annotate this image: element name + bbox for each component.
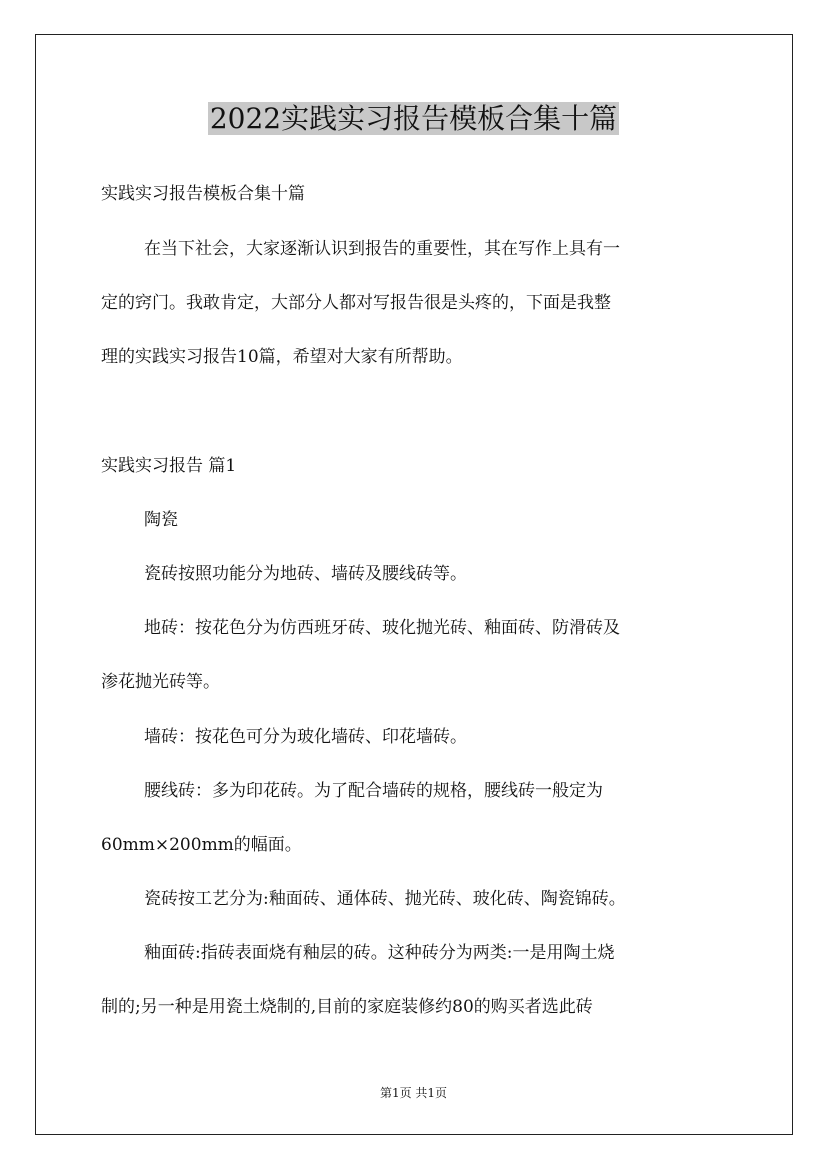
document-title	[0, 99, 827, 139]
paragraph-line: 地砖：按花色分为仿西班牙砖、玻化抛光砖、釉面砖、防滑砖及	[144, 618, 620, 638]
subtitle-line: 实践实习报告模板合集十篇	[101, 184, 305, 204]
paragraph-line: 瓷砖按工艺分为:釉面砖、通体砖、抛光砖、玻化砖、陶瓷锦砖。	[144, 889, 626, 909]
paragraph-line: 渗花抛光砖等。	[101, 672, 220, 692]
paragraph-line: 在当下社会，大家逐渐认识到报告的重要性，其在写作上具有一	[144, 239, 620, 259]
paragraph-line: 腰线砖：多为印花砖。为了配合墙砖的规格，腰线砖一般定为	[144, 781, 603, 801]
subsection-heading: 陶瓷	[144, 510, 178, 530]
paragraph-line: 制的;另一种是用瓷土烧制的,目前的家庭装修约80的购买者选此砖	[101, 997, 593, 1017]
page-footer: 第1页 共1页	[379, 1086, 448, 1100]
paragraph-line: 理的实践实习报告10篇，希望对大家有所帮助。	[101, 347, 463, 367]
paragraph-line: 60mm×200mm的幅面。	[101, 835, 302, 855]
paragraph-line: 墙砖：按花色可分为玻化墙砖、印花墙砖。	[144, 727, 467, 747]
paragraph-line: 定的窍门。我敢肯定，大部分人都对写报告很是头疼的，下面是我整	[101, 293, 611, 313]
paragraph-line: 釉面砖:指砖表面烧有釉层的砖。这种砖分为两类:一是用陶土烧	[144, 943, 615, 963]
paragraph-line: 瓷砖按照功能分为地砖、墙砖及腰线砖等。	[144, 564, 467, 584]
section-heading: 实践实习报告 篇1	[101, 456, 237, 476]
document-title-text: 2022实践实习报告模板合集十篇	[209, 102, 618, 135]
